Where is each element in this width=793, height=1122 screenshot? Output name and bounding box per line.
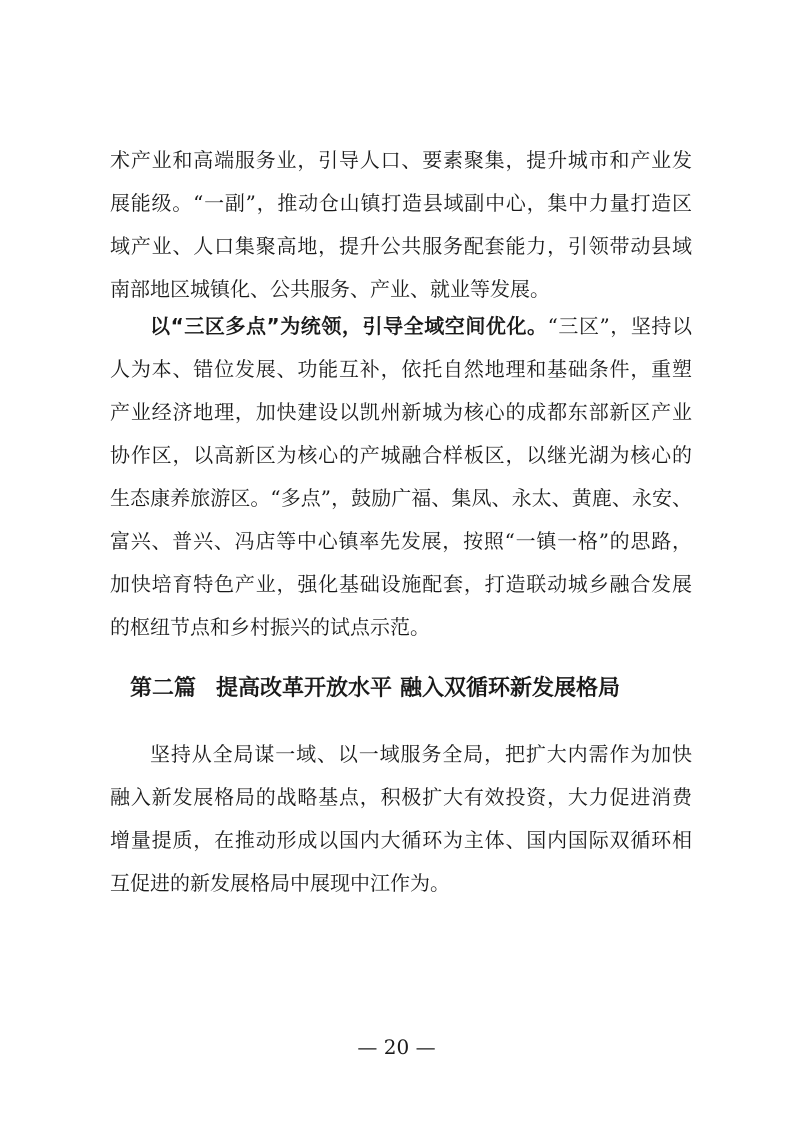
paragraph-1-line-4: 南部地区城镇化、公共服务、产业、就业等发展。 (110, 277, 550, 301)
paragraph-3-line-2: 融入新发展格局的战略基点，积极扩大有效投资，大力促进消费 (110, 785, 692, 809)
paragraph-2-line-1 (150, 312, 692, 340)
paragraph-3-line-3: 增量提质，在推动形成以国内大循环为主体、国内国际双循环相 (110, 828, 692, 852)
paragraph-2-line-7: 加快培育特色产业，强化基础设施配套，打造联动城乡融合发展 (110, 572, 692, 596)
paragraph-2-line-5: 生态康养旅游区。“多点”，鼓励广福、集凤、永太、黄鹿、永安、 (110, 486, 692, 510)
paragraph-2-line-4: 协作区，以高新区为核心的产城融合样板区，以继光湖为核心的 (110, 443, 692, 467)
section-heading (130, 673, 710, 705)
paragraph-3-line-4: 互促进的新发展格局中展现中江作为。 (110, 871, 450, 895)
paragraph-1-line-2: 展能级。“一副”，推动仓山镇打造县域副中心，集中力量打造区 (110, 191, 692, 215)
part-label: 第二篇 (130, 676, 197, 701)
paragraph-2-line-6: 富兴、普兴、冯店等中心镇率先发展，按照“一镇一格”的思路， (110, 529, 692, 553)
paragraph-1-line-3: 域产业、人口集聚高地，提升公共服务配套能力，引领带动县域 (110, 234, 692, 258)
paragraph-2-line-8: 的枢纽节点和乡村振兴的试点示范。 (110, 615, 430, 639)
heading-title-part-2: 融入双循环新发展格局 (400, 676, 621, 701)
paragraph-3-line-1: 坚持从全局谋一域、以一域服务全局，把扩大内需作为加快 (150, 742, 692, 766)
page-number: — 20 — (357, 1035, 436, 1059)
heading-title-part-1: 提高改革开放水平 (216, 676, 393, 701)
paragraph-2-line-3: 产业经济地理，加快建设以凯州新城为核心的成都东部新区产业 (110, 400, 692, 424)
paragraph-2-line-1-rest: “三区”，坚持以 (547, 314, 692, 338)
paragraph-1-line-1: 术产业和高端服务业，引导人口、要素聚集，提升城市和产业发 (110, 148, 692, 172)
paragraph-2-line-2: 人为本、错位发展、功能互补，依托自然地理和基础条件，重塑 (110, 357, 692, 381)
paragraph-2-lead: 以“三区多点”为统领，引导全域空间优化。 (150, 314, 548, 338)
